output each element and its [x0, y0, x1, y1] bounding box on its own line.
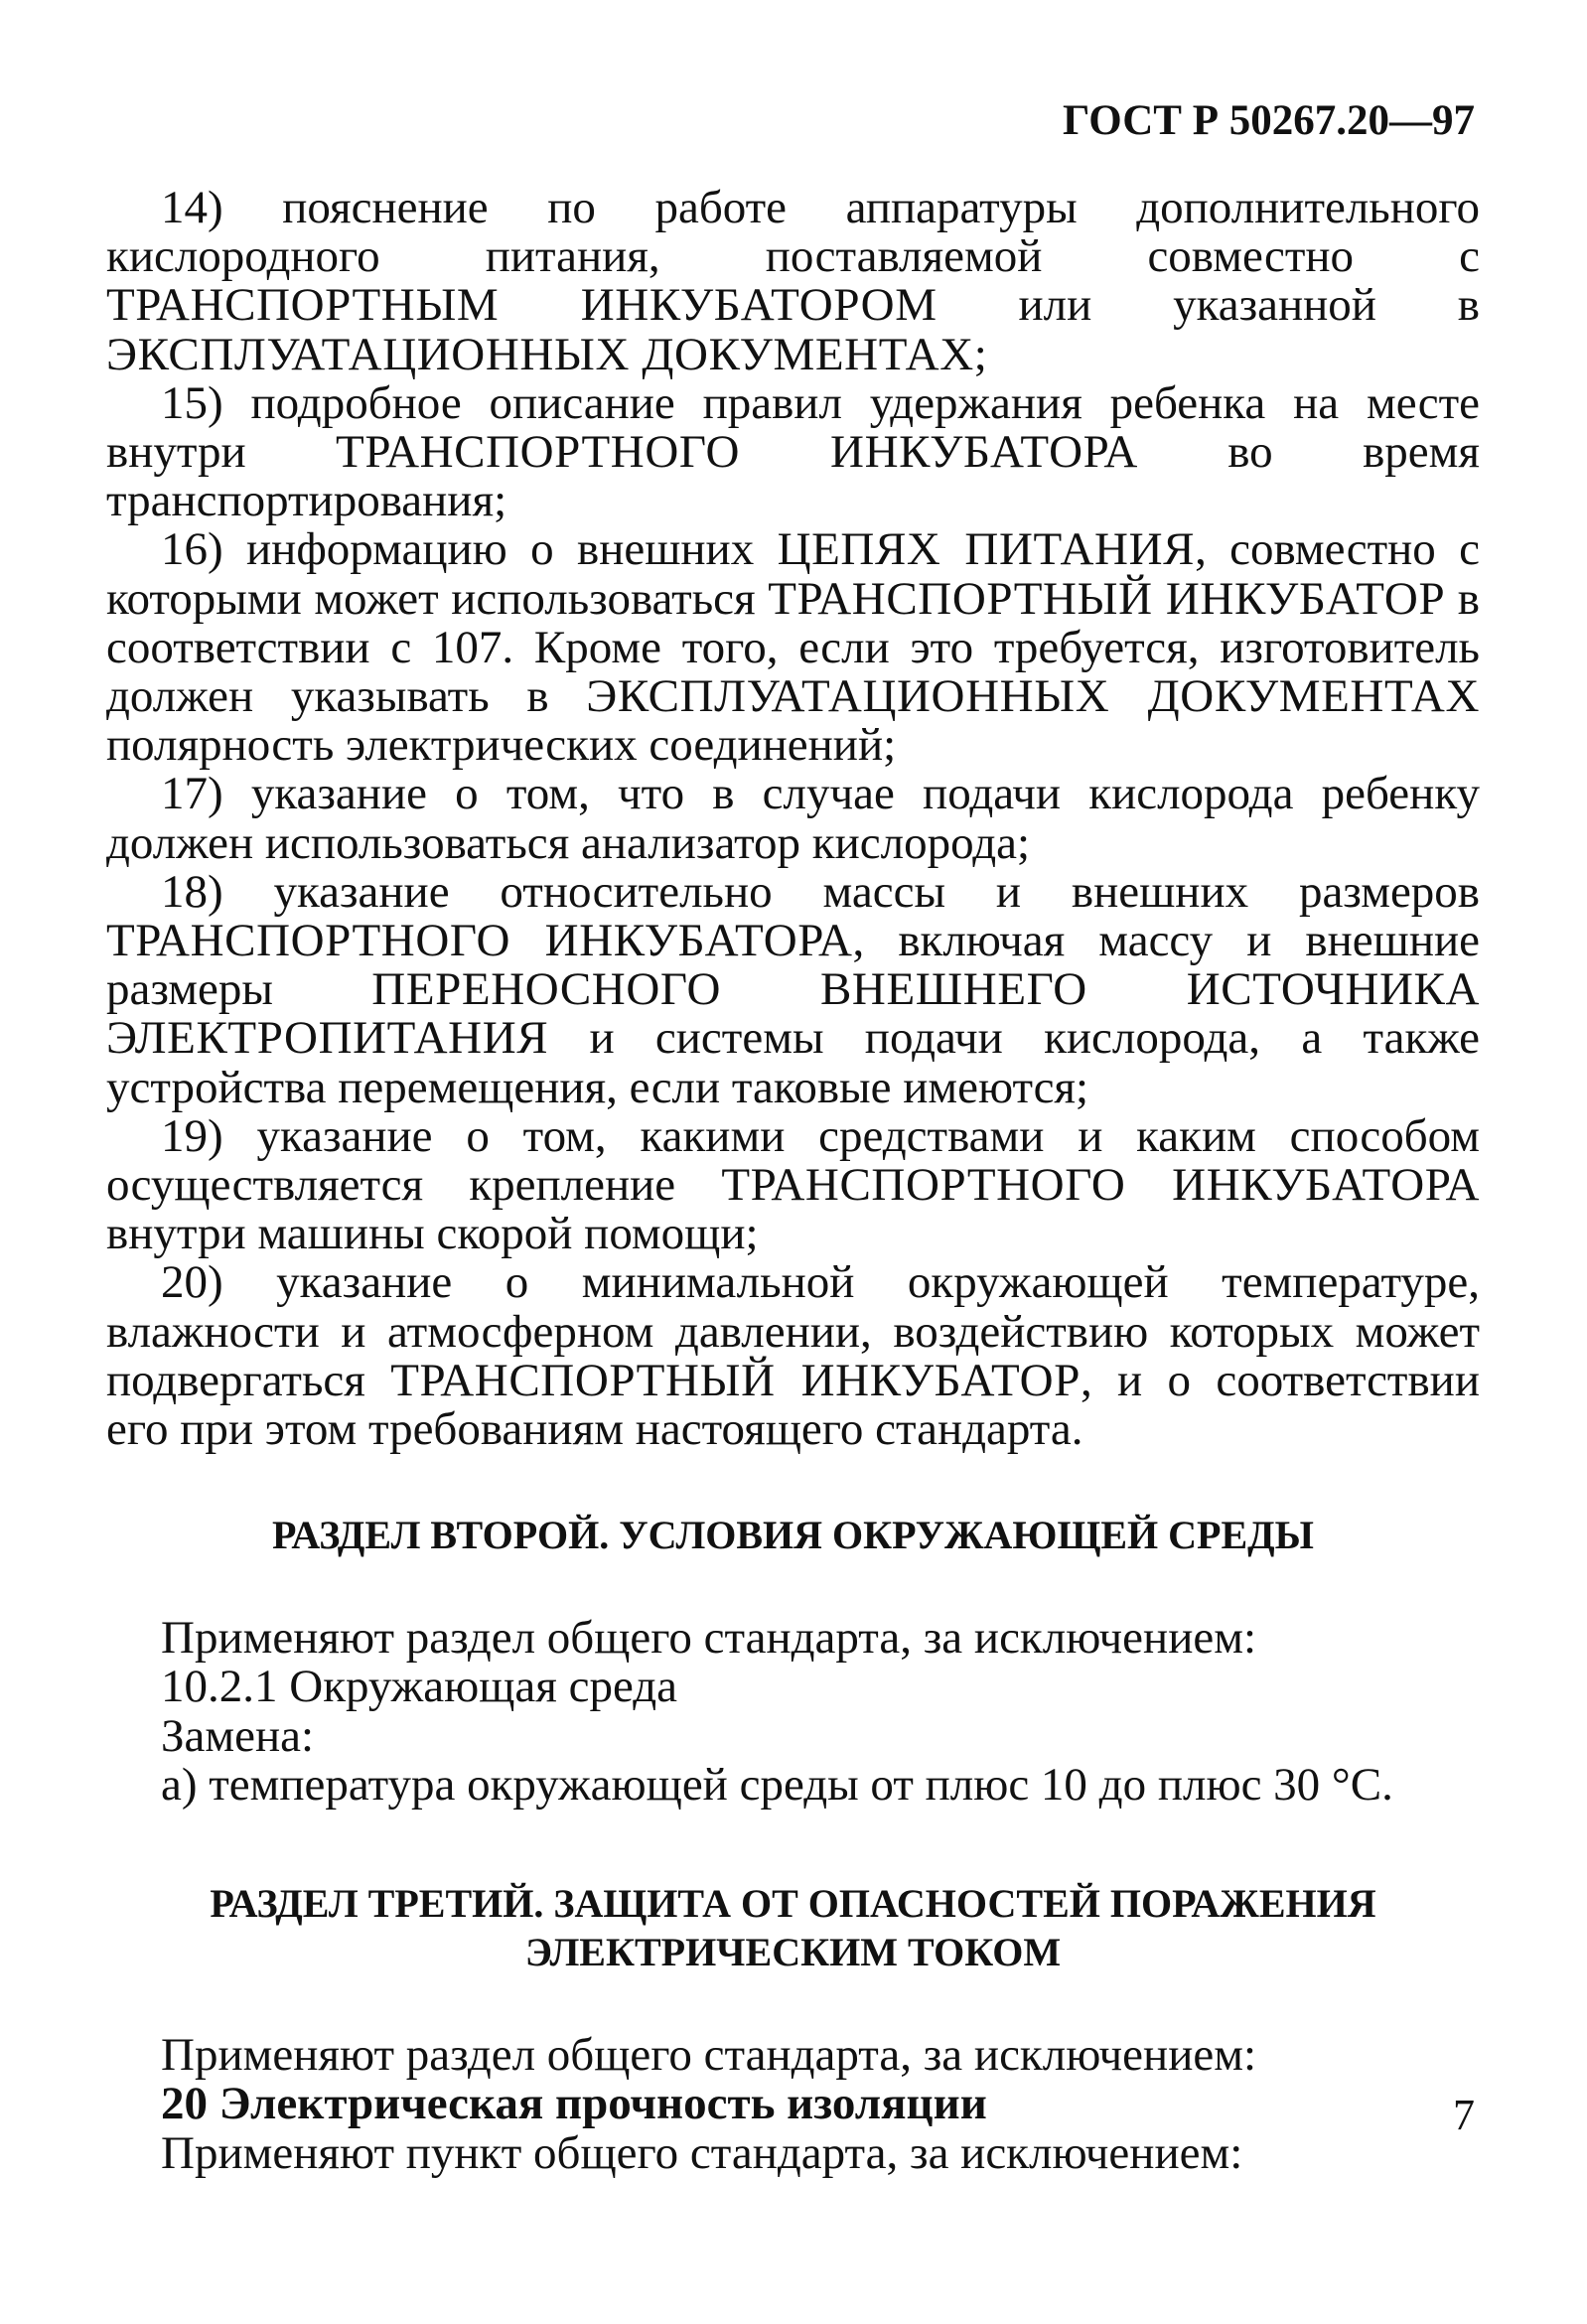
- item-text: , включая массу и внешние размеры: [106, 915, 1480, 1016]
- item-text: во время транспортирования;: [106, 426, 1480, 527]
- item-text: в соответствии с 107. Кроме того, если это требуется, изготовитель должен указывать в: [106, 572, 1480, 723]
- list-item-14: [106, 184, 1480, 379]
- item-text: 19) указание о том, какими средствами и каким способом осуществляется крепление: [106, 1109, 1480, 1212]
- section-three-intro: Применяют раздел общего стандарта, за исключением:: [161, 2029, 1257, 2082]
- running-title: ГОСТ Р 50267.20—97: [1062, 97, 1475, 144]
- item-text: и системы подачи кислорода, а также устройства перемещения, если таковые имеются;: [106, 1012, 1480, 1113]
- clause-replacement-text: а) температура окружающей среды от плюс 10 до плюс 30 °С.: [161, 1758, 1393, 1811]
- list-item-17: [106, 770, 1480, 867]
- section-two-heading: РАЗДЕЛ ВТОРОЙ. УСЛОВИЯ ОКРУЖАЮЩЕЙ СРЕДЫ: [272, 1513, 1314, 1558]
- list-item-16: [106, 525, 1480, 770]
- defined-term: ТРАНСПОРТНЫЙ ИНКУБАТОР: [768, 572, 1446, 625]
- item-text: 17) указание о том, что в случае подачи кислорода ребенку должен использоваться анализатор кислорода;: [106, 768, 1480, 869]
- clause-20-title: 20 Электрическая прочность изоляции: [161, 2078, 987, 2130]
- page-number: 7: [1453, 2091, 1475, 2139]
- item-text: внутри машины скорой помощи;: [106, 1208, 759, 1260]
- item-text: 20) указание о минимальной окружающей температуре, влажности и атмосферном давлении, воздействию которых может подвергаться: [106, 1256, 1480, 1406]
- item-text: полярность электрических соединений;: [106, 719, 897, 772]
- item-text: или указанной в: [937, 279, 1481, 332]
- defined-term: ТРАНСПОРТНЫМ ИНКУБАТОРОМ: [106, 279, 938, 332]
- defined-term: ПЕРЕНОСНОГО ВНЕШНЕГО ИСТОЧНИКА ЭЛЕКТРОПИТАНИЯ: [106, 963, 1480, 1065]
- page-body: [106, 184, 1480, 2178]
- clause-20-text: Применяют пункт общего стандарта, за исключением:: [161, 2126, 1243, 2179]
- section-three-heading-line: РАЗДЕЛ ТРЕТИЙ. ЗАЩИТА ОТ ОПАСНОСТЕЙ ПОРАЖЕНИЯ: [210, 1881, 1376, 1927]
- section-two-body: [106, 1614, 1480, 1810]
- section-three-heading: [106, 1879, 1480, 1976]
- clause-title: 10.2.1 Окружающая среда: [161, 1661, 678, 1713]
- defined-term: ЭКСПЛУАТАЦИОННЫХ ДОКУМЕНТАХ: [106, 328, 974, 380]
- list-item-19: [106, 1109, 1481, 1260]
- list-item-20: [106, 1258, 1480, 1454]
- item-text: 14) пояснение по работе аппаратуры дополнительного кислородного питания, поставляемой совместно с: [106, 182, 1480, 283]
- defined-term: ЭКСПЛУАТАЦИОННЫХ ДОКУМЕНТАХ: [586, 670, 1480, 723]
- list-item-15: [106, 376, 1480, 527]
- item-text: 15) подробное описание правил удержания ребенка на месте внутри: [106, 376, 1480, 479]
- item-text: , и о соответствии его при этом требованиям настоящего стандарта.: [106, 1354, 1480, 1456]
- item-text: ;: [973, 328, 987, 380]
- defined-term: ЦЕПЯХ ПИТАНИЯ: [777, 523, 1196, 576]
- item-text: 16) информацию о внешних: [161, 523, 778, 576]
- clause-replacement-label: Замена:: [161, 1709, 315, 1762]
- list-item-18: [106, 865, 1480, 1113]
- defined-term: ТРАНСПОРТНОГО ИНКУБАТОРА: [721, 1159, 1481, 1212]
- section-three-heading-line: ЭЛЕКТРИЧЕСКИМ ТОКОМ: [524, 1930, 1062, 1975]
- defined-term: ТРАНСПОРТНОГО ИНКУБАТОРА: [336, 426, 1138, 479]
- item-text: , совместно с которыми может использоваться: [106, 523, 1480, 625]
- section-three-body: [106, 2031, 1480, 2178]
- item-text: 18) указание относительно массы и внешних размеров: [161, 865, 1480, 918]
- defined-term: ТРАНСПОРТНОГО ИНКУБАТОРА: [106, 915, 853, 967]
- defined-term: ТРАНСПОРТНЫЙ ИНКУБАТОР: [390, 1354, 1081, 1406]
- section-two-intro: Применяют раздел общего стандарта, за исключением:: [161, 1612, 1257, 1665]
